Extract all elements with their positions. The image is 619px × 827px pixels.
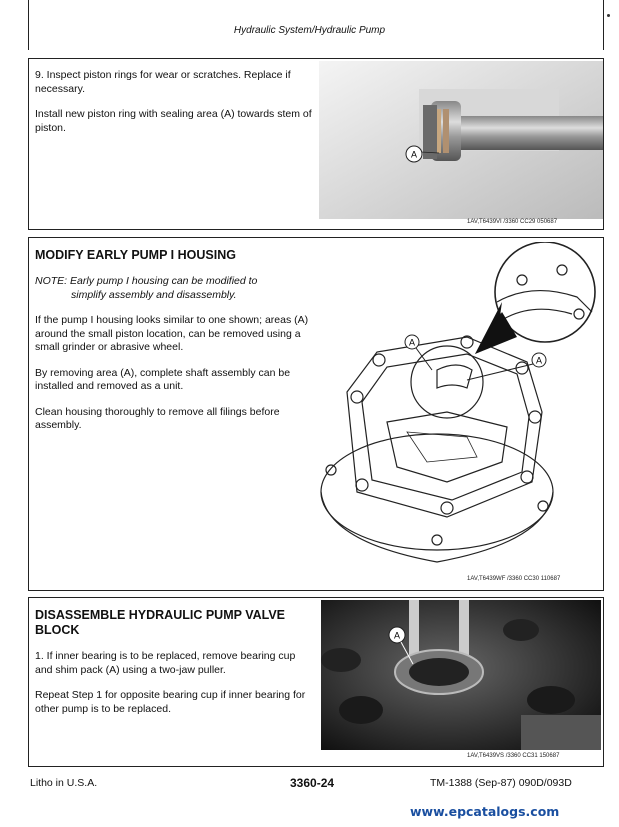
note (35, 275, 315, 302)
figure-caption: 1AV,T6439VI /3360 CC29 050687 (467, 219, 558, 225)
svg-text:A: A (535, 355, 543, 366)
step-1-text: 1. If inner bearing is to be replaced, remove bearing cup and shim pack (A) using a two-jaw puller. (35, 650, 296, 676)
svg-text:A: A (393, 630, 401, 641)
figure-caption: 1AV,T6439WF /3360 CC30 110687 (467, 576, 561, 582)
step-9-text: 9. Inspect piston rings for wear or scratches. Replace if necessary. (35, 69, 291, 95)
section-modify-housing (28, 237, 604, 591)
section-text (35, 248, 315, 445)
page-number: 3360-24 (290, 776, 335, 790)
page-header: Hydraulic System/Hydraulic Pump (233, 25, 386, 36)
section-title: MODIFY EARLY PUMP I HOUSING (35, 248, 236, 262)
figure-caption: 1AV,T6439VS /3360 CC31 150687 (467, 753, 560, 759)
install-text: Install new piston ring with sealing area (A) towards stem of piston. (35, 108, 312, 134)
watermark: www.epcatalogs.com (410, 804, 560, 819)
paragraph-3: Clean housing thoroughly to remove all filings before assembly. (35, 405, 280, 431)
manual-id: TM-1388 (Sep-87) 090D/093D (430, 777, 572, 789)
paragraph-2: By removing area (A), complete shaft assembly can be installed and removed as a unit. (35, 366, 291, 392)
note-line-2: simplify assembly and disassembly. (71, 288, 237, 301)
print-origin: Litho in U.S.A. (30, 777, 98, 789)
note-label: NOTE: (35, 275, 68, 287)
section-title: DISASSEMBLE HYDRAULIC PUMP VALVE BLOCK (35, 608, 286, 637)
page-mark (607, 14, 610, 17)
housing-drawing (317, 242, 601, 574)
repeat-text: Repeat Step 1 for opposite bearing cup if inner bearing for other pump is to be replaced. (35, 689, 306, 715)
valve-block-photo (321, 600, 601, 750)
piston-photo (319, 61, 603, 219)
paragraph-1: If the pump I housing looks similar to one shown; areas (A) around the small piston location, can be removed using a small grinder or abrasive wheel. (35, 314, 309, 353)
section-piston-rings (28, 58, 604, 230)
section-text (35, 608, 315, 728)
svg-text:A: A (410, 149, 418, 160)
svg-text:A: A (408, 337, 416, 348)
note-line-1: Early pump I housing can be modified to (70, 275, 258, 287)
callout-a (403, 143, 425, 165)
section-text (35, 69, 315, 147)
section-disassemble-valve-block (28, 597, 604, 767)
